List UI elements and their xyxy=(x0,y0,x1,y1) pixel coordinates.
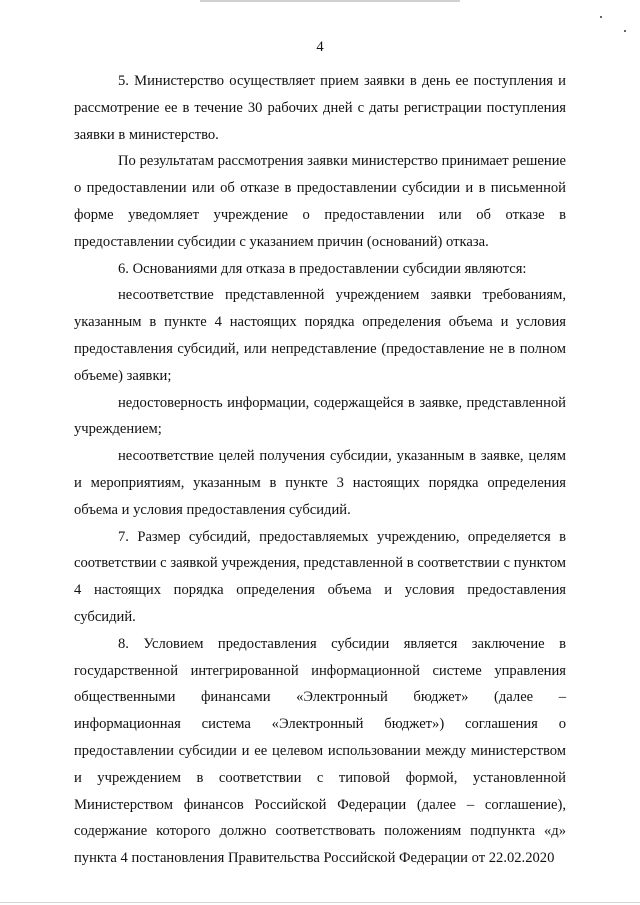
scan-speck xyxy=(624,30,626,32)
document-body xyxy=(74,68,566,872)
paragraph-refusal-ground-3: несоответствие целей получения субсидии, указанным в заявке, целям и мероприятиям, указанным в пункте 3 настоящих порядка определения объема и условия предоставления субсидий. xyxy=(74,448,566,518)
paragraph-item-6: 6. Основаниями для отказа в предоставлении субсидии являются: xyxy=(118,260,527,277)
scan-top-edge xyxy=(200,0,460,2)
scan-bottom-edge xyxy=(0,902,640,903)
paragraph-decision: По результатам рассмотрения заявки министерство принимает решение о предоставлении или об отказе в предоставлении субсидии и в письменной форме уведомляет учреждение о предоставлении или об отказе в предоставлении субсидии с указанием причин (оснований) отказа. xyxy=(74,153,566,250)
paragraph-refusal-ground-1: несоответствие представленной учреждением заявки требованиям, указанным в пункте 4 настоящих порядка определения объема и условия предоставления субсидий, или непредставление (предоставление не в полном объеме) заявки; xyxy=(74,287,566,384)
paragraph-item-5: 5. Министерство осуществляет прием заявки в день ее поступления и рассмотрение ее в течение 30 рабочих дней с даты регистрации поступления заявки в министерство. xyxy=(74,73,566,143)
paragraph-item-7: 7. Размер субсидий, предоставляемых учреждению, определяется в соответствии с заявкой учреждения, представленной в соответствии с пунктом 4 настоящих порядка определения объема и условия предоставления субсидий. xyxy=(74,528,566,625)
paragraph-item-8: 8. Условием предоставления субсидии является заключение в государственной интегрированной информационной системе управления общественными финансами «Электронный бюджет» (далее – информационная система «Электронный бюджет») соглашения о предоставлении субсидии и ее целевом использовании между министерством и учреждением в соответствии с типовой формой, установленной Министерством финансов Российской Федерации (далее – соглашение), содержание которого должно соответствовать положениям подпункта «д» пункта 4 постановления Правительства Российской Федерации от 22.02.2020 xyxy=(74,635,566,867)
page-number: 4 xyxy=(316,39,324,55)
paragraph-refusal-ground-2: недостоверность информации, содержащейся в заявке, представленной учреждением; xyxy=(74,394,566,438)
scan-speck xyxy=(600,16,602,18)
